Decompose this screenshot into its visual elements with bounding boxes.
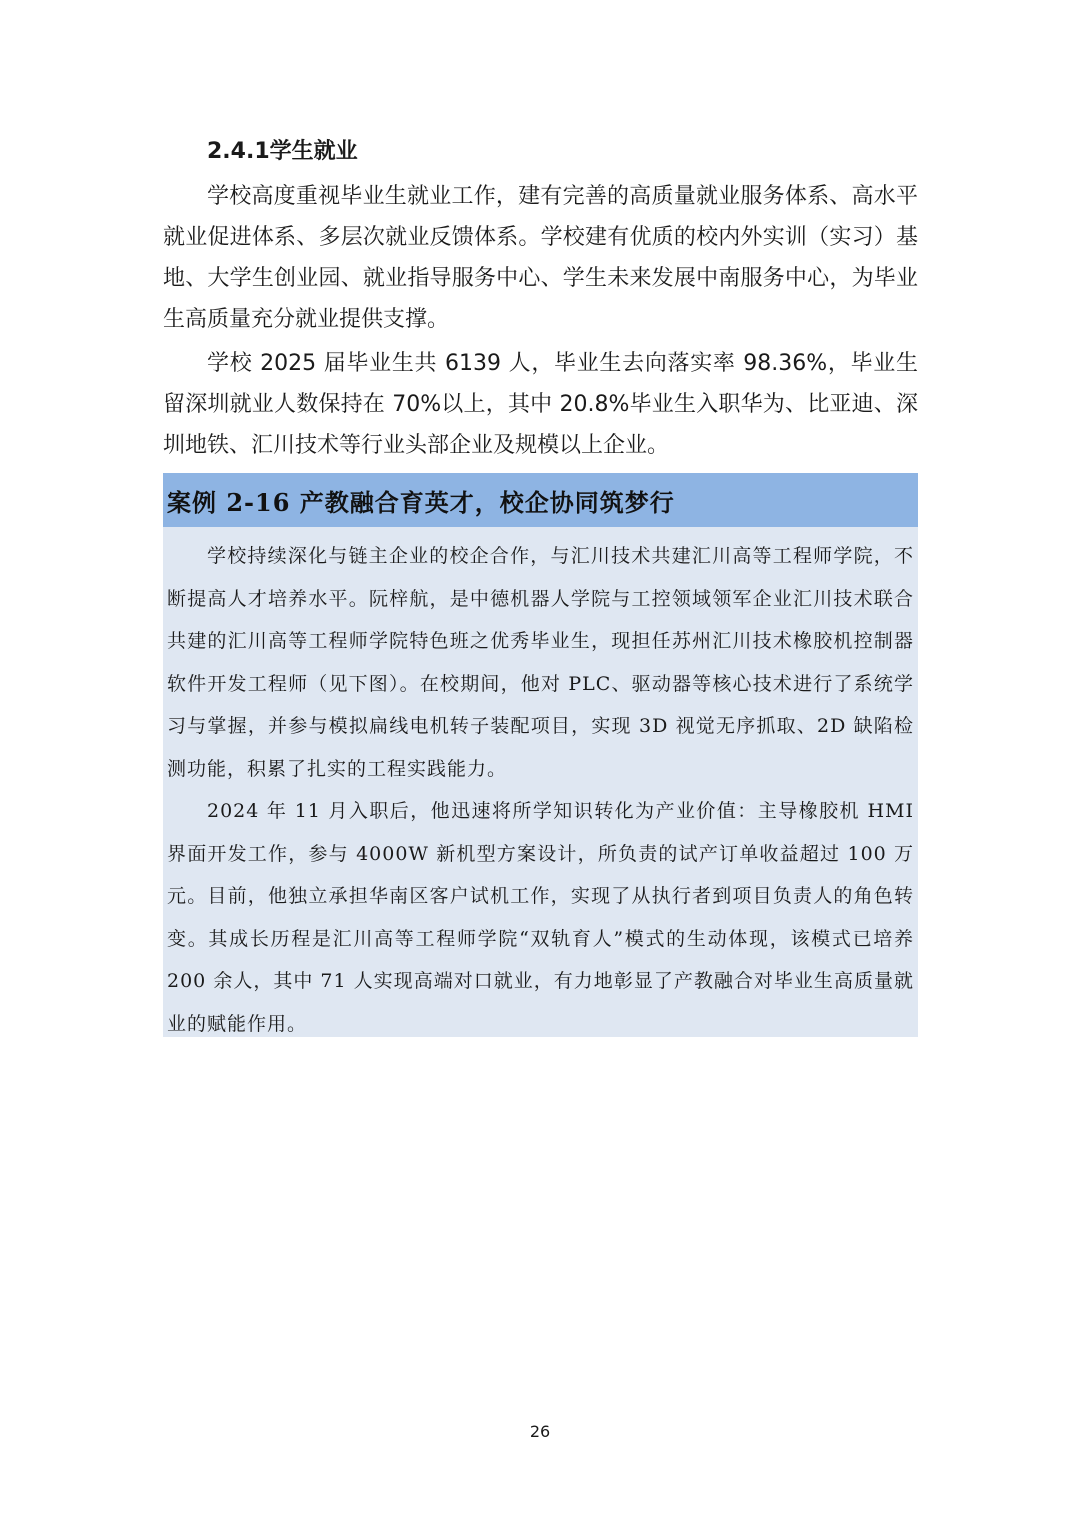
body-paragraph: 学校高度重视毕业生就业工作，建有完善的高质量就业服务体系、高水平就业促进体系、多层次就业反馈体系。学校建有优质的校内外实训（实习）基地、大学生创业园、就业指导服务中心、学生未来发展中南服务中心，为毕业生高质量充分就业提供支撑。	[163, 184, 918, 332]
case-study-box	[163, 473, 918, 1037]
page-number: 26	[529, 1422, 551, 1441]
body-paragraph: 学校 2025 届毕业生共 6139 人，毕业生去向落实率 98.36%，毕业生留深圳就业人数保持在 70%以上，其中 20.8%毕业生入职华为、比亚迪、深圳地铁、汇川技术等行业头部企业及规模以上企业。	[163, 351, 918, 458]
case-study-title: 案例 2-16 产教融合育英才，校企协同筑梦行	[163, 473, 918, 527]
section-heading: 2.4.1学生就业	[207, 139, 358, 164]
case-study-paragraph: 2024 年 11 月入职后，他迅速将所学知识转化为产业价值：主导橡胶机 HMI 界面开发工作，参与 4000W 新机型方案设计，所负责的试产订单收益超过 100 万元。目前，他独立承担华南区客户试机工作，实现了从执行者到项目负责人的角色转变。其成长历程是汇川高等工程师学院“双轨育人”模式的生动体现，该模式已培养 200 余人，其中 71 人实现高端对口就业，有力地彰显了产教融合对毕业生高质量就业的赋能作用。	[167, 800, 914, 1035]
case-study-paragraph: 学校持续深化与链主企业的校企合作，与汇川技术共建汇川高等工程师学院，不断提高人才培养水平。阮梓航，是中德机器人学院与工控领域领军企业汇川技术联合共建的汇川高等工程师学院特色班之优秀毕业生，现担任苏州汇川技术橡胶机控制器软件开发工程师（见下图）。在校期间，他对 PLC、驱动器等核心技术进行了系统学习与掌握，并参与模拟扁线电机转子装配项目，实现 3D 视觉无序抓取、2D 缺陷检测功能，积累了扎实的工程实践能力。	[167, 545, 914, 780]
